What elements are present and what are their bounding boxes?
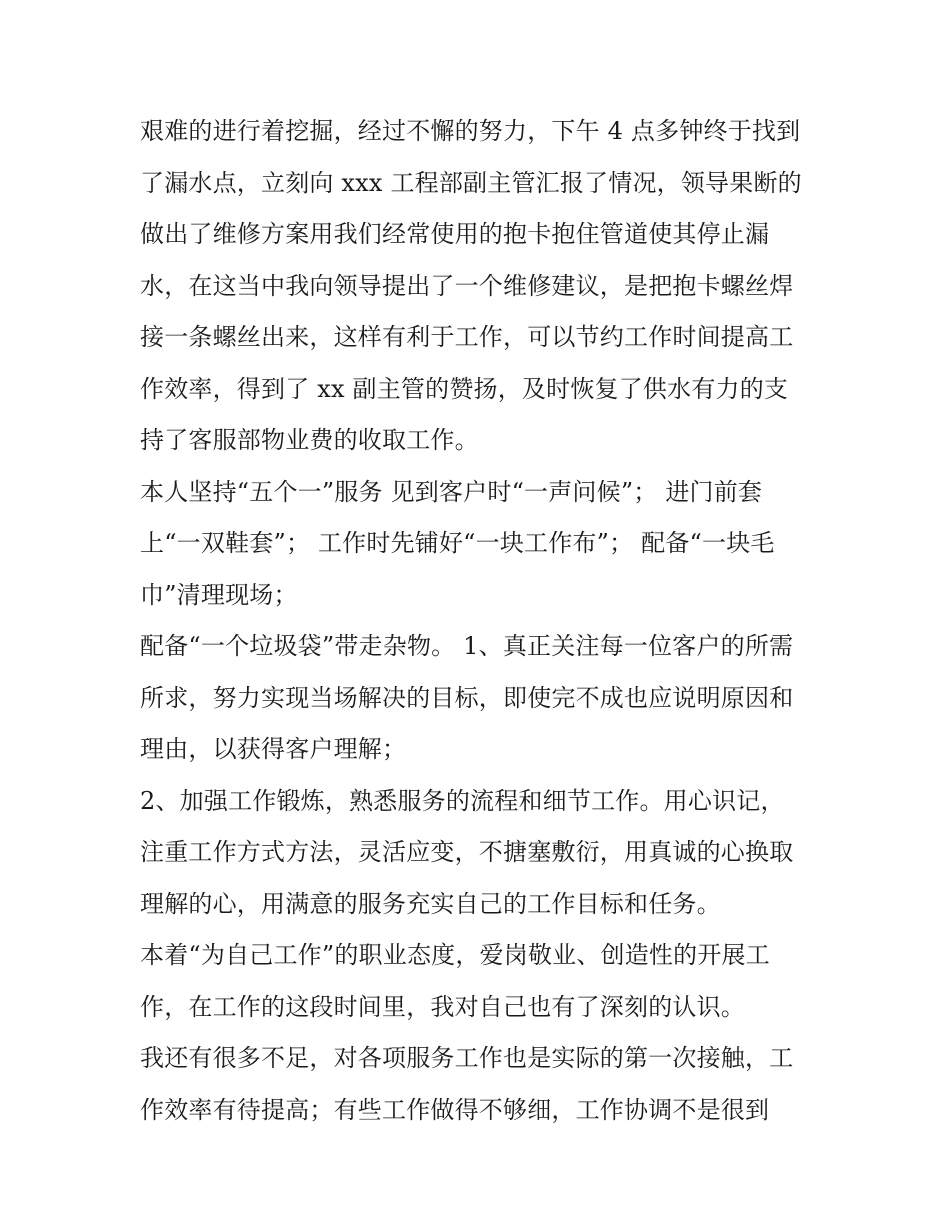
body-text <box>140 106 830 1136</box>
text-line: 巾”清理现场； <box>140 580 298 609</box>
text-line: 注重工作方式方法，灵活应变，不搪塞敷衍，用真诚的心换取 <box>140 838 794 866</box>
text-line: 理解的心，用满意的服务充实自己的工作目标和任务。 <box>140 889 721 918</box>
text-line: 水，在这当中我向领导提出了一个维修建议，是把抱卡螺丝焊 <box>140 271 794 300</box>
text-line: 本着“为自己工作”的职业态度，爱岗敬业、创造性的开展工 <box>140 941 770 969</box>
text-line: 艰难的进行着挖掘，经过不懈的努力，下午 4 点多钟终于找到 <box>140 117 801 145</box>
text-line: 接一条螺丝出来，这样有利于工作，可以节约工作时间提高工 <box>140 323 794 351</box>
text-line: 了漏水点，立刻向 xxx 工程部副主管汇报了情况，领导果断的 <box>140 168 802 197</box>
text-line: 持了客服部物业费的收取工作。 <box>140 426 479 454</box>
text-line: 2、加强工作锻炼，熟悉服务的流程和细节工作。用心识记， <box>140 786 785 815</box>
text-line: 本人坚持“五个一”服务 见到客户时“一声问候”； 进门前套 <box>140 477 763 506</box>
text-line: 我还有很多不足，对各项服务工作也是实际的第一次接触，工 <box>140 1044 794 1072</box>
text-line: 上“一双鞋套”； 工作时先铺好“一块工作布”； 配备“一块毛 <box>140 529 775 557</box>
text-line: 做出了维修方案用我们经常使用的抱卡抱住管道使其停止漏 <box>140 220 770 248</box>
text-line: 作效率有待提高；有些工作做得不够细，工作协调不是很到 <box>140 1095 770 1124</box>
text-line: 作效率，得到了 xx 副主管的赞扬，及时恢复了供水有力的支 <box>140 374 789 403</box>
text-line: 作，在工作的这段时间里，我对自己也有了深刻的认识。 <box>140 992 745 1021</box>
text-line: 所求，努力实现当场解决的目标，即使完不成也应说明原因和 <box>140 683 794 712</box>
text-line: 配备“一个垃圾袋”带走杂物。 1、真正关注每一位客户的所需 <box>140 632 794 660</box>
text-line: 理由，以获得客户理解； <box>140 735 407 763</box>
